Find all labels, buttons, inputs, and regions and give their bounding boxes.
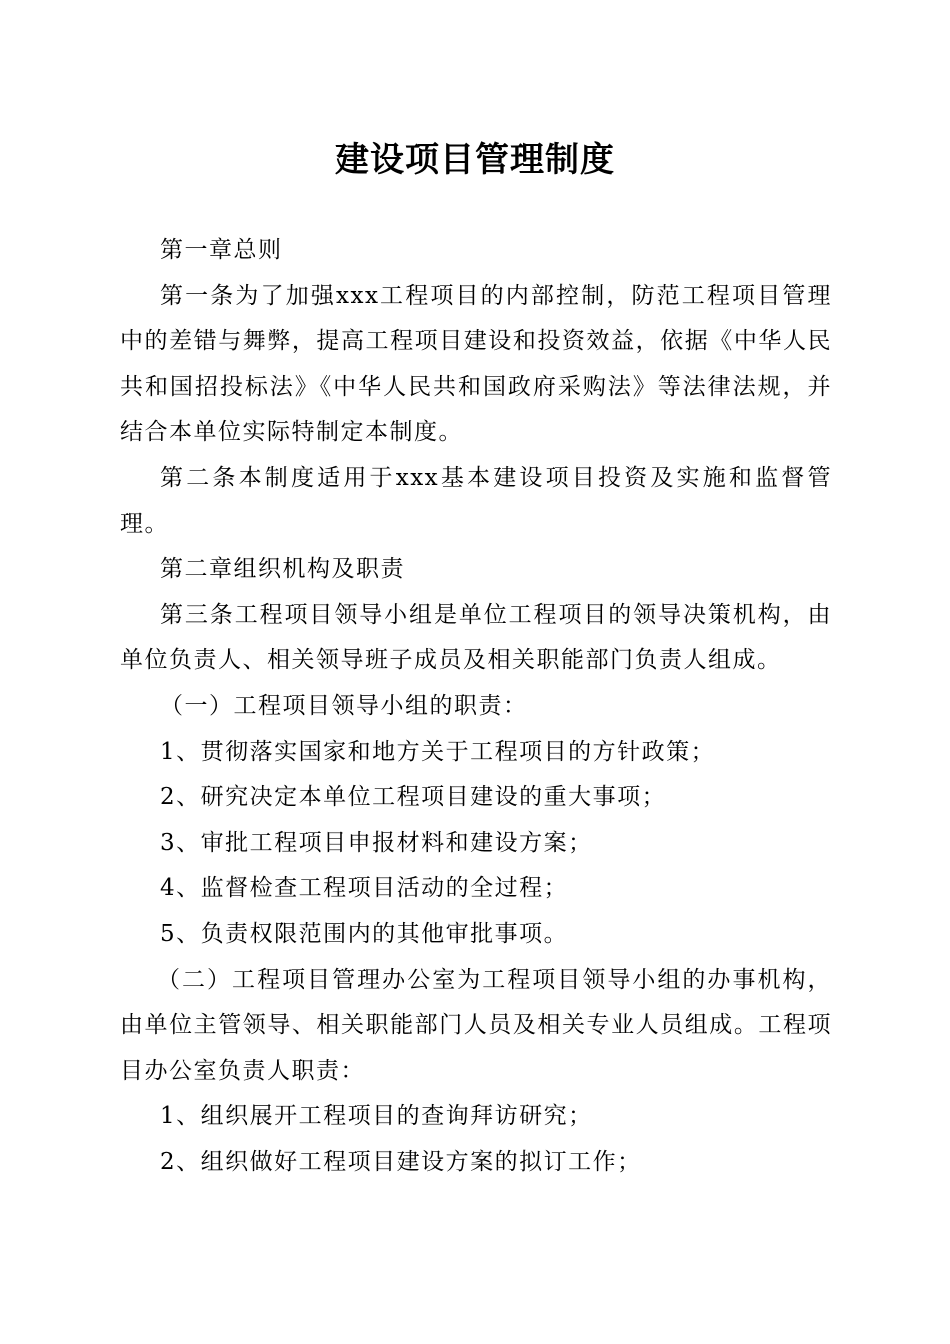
list-item: 2、研究决定本单位工程项目建设的重大事项； xyxy=(160,784,667,811)
document-body xyxy=(120,228,832,1185)
chapter-heading: 第一章总则 xyxy=(160,237,283,263)
article-paragraph: 第二条本制度适用于xxx基本建设项目投资及实施和监督管理。 xyxy=(120,464,832,537)
document-title: 建设项目管理制度 xyxy=(335,140,615,180)
section-heading: （一）工程项目领导小组的职责： xyxy=(160,692,528,719)
list-item: 3、审批工程项目申报材料和建设方案； xyxy=(160,829,593,856)
list-item: 2、组织做好工程项目建设方案的拟订工作； xyxy=(160,1148,642,1175)
article-paragraph: 第三条工程项目领导小组是单位工程项目的领导决策机构，由单位负责人、相关领导班子成员及相关职能部门负责人组成。 xyxy=(120,601,832,674)
list-item: 4、监督检查工程项目活动的全过程； xyxy=(160,875,569,902)
article-paragraph: 第一条为了加强xxx工程项目的内部控制，防范工程项目管理中的差错与舞弊，提高工程项目建设和投资效益，依据《中华人民共和国招投标法》《中华人民共和国政府采购法》等法律法规，并结合本单位实际特制定本制度。 xyxy=(120,282,832,446)
chapter-heading: 第二章组织机构及职责 xyxy=(160,556,405,583)
section-paragraph: （二）工程项目管理办公室为工程项目领导小组的办事机构，由单位主管领导、相关职能部门人员及相关专业人员组成。工程项目办公室负责人职责： xyxy=(120,966,832,1084)
list-item: 1、贯彻落实国家和地方关于工程项目的方针政策； xyxy=(160,738,716,765)
list-item: 5、负责权限范围内的其他审批事项。 xyxy=(160,920,569,947)
list-item: 1、组织展开工程项目的查询拜访研究； xyxy=(160,1103,593,1130)
